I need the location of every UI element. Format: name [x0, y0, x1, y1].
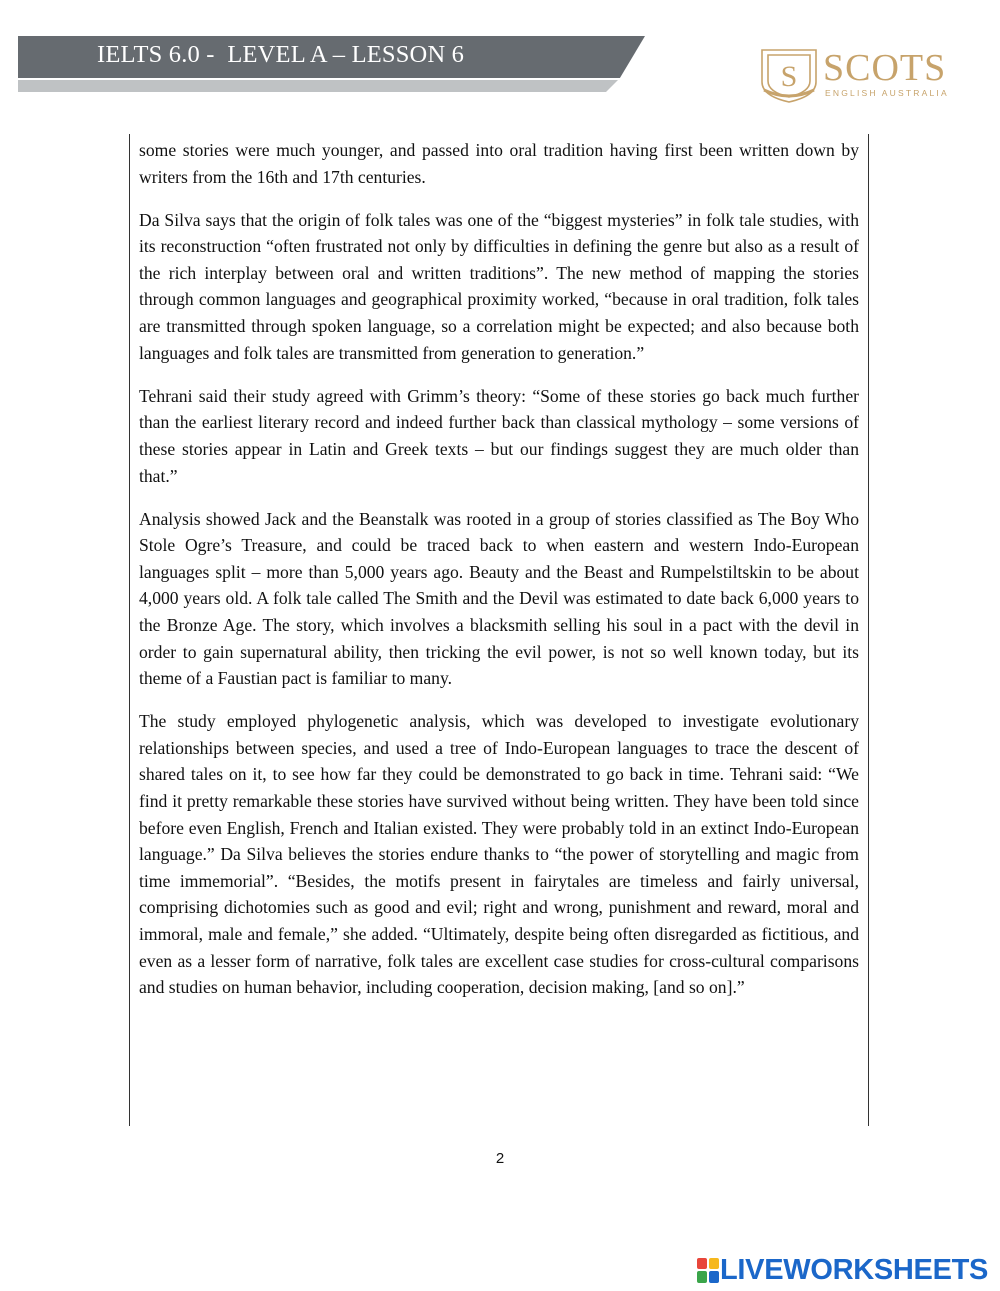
paragraph: Analysis showed Jack and the Beanstalk was rooted in a group of stories classified as The Boy Who Stole Ogre’s Treasure, and could be traced back to when eastern and western Indo-European languages split – more than 5,000 years ago. Beauty and the Beast and Rumpelstiltskin to be about 4,000 years old. A folk tale called The Smith and the Devil was estimated to date back 6,000 years to the Bronze Age. The story, which involves a blacksmith selling his soul in a pact with the devil in order to gain supernatural ability, then tricking the evil power, is not so well known today, but its theme of a Faustian pact is familiar to many.	[139, 508, 859, 689]
liveworksheets-watermark: LIVEWORKSHEETS	[720, 1254, 989, 1286]
liveworksheets-logo-icon	[697, 1258, 719, 1283]
paragraph: The study employed phylogenetic analysis, which was developed to investigate evolutionary relationships between species, and used a tree of Indo-European languages to trace the descent of shared tales on it, to see how far they could be demonstrated to go back in time. Tehrani said: “We find it pretty remarkable these stories have survived without being written. They have been told since before even English, French and Italian existed. They were probably told in an extinct Indo-European language.” Da Silva believes the stories endure thanks to “the power of storytelling and magic from time immemorial”. “Besides, the motifs present in fairytales are timeless and fairly universal, comprising dichotomies such as good and evil; right and wrong, punishment and reward, moral and immoral, male and female,” she added. “Ultimately, despite being often disregarded as fictitious, and even as a lesser form of narrative, folk tales are excellent case studies for cross-cultural comparisons and studies on human behavior, including cooperation, decision making, [and so on].”	[139, 711, 859, 998]
article-body	[139, 137, 859, 1017]
paragraph: Da Silva says that the origin of folk tales was one of the “biggest mysteries” in folk tale studies, with its reconstruction “often frustrated not only by difficulties in defining the genre but also as a result of the rich interplay between oral and written traditions”. The new method of mapping the stories through common languages and geographical proximity worked, “because in oral tradition, folk tales are transmitted through spoken language, so a correlation might be expected; and also because both languages and folk tales are transmitted from generation to generation.”	[139, 209, 859, 363]
logo-name: SCOTS	[823, 47, 947, 89]
lesson-title: IELTS 6.0 - LEVEL A – LESSON 6	[97, 41, 465, 68]
svg-text:S: S	[780, 60, 798, 93]
paragraph: Tehrani said their study agreed with Grimm’s theory: “Some of these stories go back much further than the earliest literary record and indeed further back than classical mythology – some versions of these stories appear in Latin and Greek texts – but our findings suggest they are much older than that.”	[139, 385, 859, 486]
logo-subtitle: ENGLISH AUSTRALIA	[825, 88, 949, 98]
paragraph: some stories were much younger, and passed into oral tradition having first been written down by writers from the 16th and 17th centuries.	[139, 140, 859, 187]
page-number: 2	[495, 1150, 505, 1167]
header-bar-shadow	[18, 80, 618, 92]
